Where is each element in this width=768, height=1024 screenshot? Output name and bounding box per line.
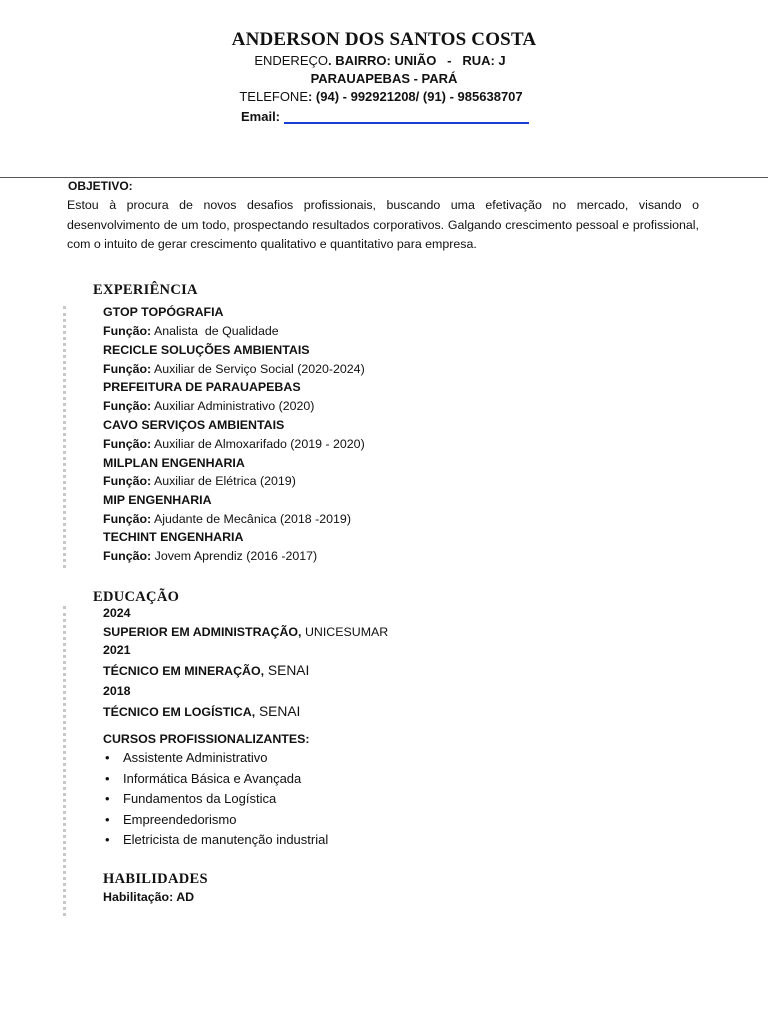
courses-label: CURSOS PROFISSIONALIZANTES: <box>103 732 310 746</box>
address-value: . BAIRRO: UNIÃO - RUA: J <box>328 53 506 68</box>
role-label: Função: <box>103 437 152 451</box>
bullet-icon: • <box>105 750 110 765</box>
education-year: 2021 <box>103 643 131 657</box>
bullet-icon: • <box>105 791 110 806</box>
education-title: EDUCAÇÃO <box>93 589 180 605</box>
bullet-icon: • <box>105 770 110 786</box>
experience-title: EXPERIÊNCIA <box>93 282 198 298</box>
experience-role <box>103 399 314 413</box>
course-school: SENAI <box>264 663 310 678</box>
bullet-icon: • <box>105 811 110 827</box>
role-value: Ajudante de Mecânica (2018 -2019) <box>151 512 351 526</box>
experience-role <box>103 549 317 563</box>
phone-value: : (94) - 992921208/ (91) - 985638707 <box>307 89 523 104</box>
experience-company: RECICLE SOLUÇÕES AMBIENTAIS <box>103 343 310 357</box>
education-course <box>103 625 388 639</box>
experience-role <box>103 512 351 526</box>
role-value: Jovem Aprendiz (2016 -2017) <box>151 549 318 563</box>
role-value: Auxiliar de Elétrica (2019) <box>151 474 296 488</box>
experience-role <box>103 474 296 488</box>
city-line: PARAUAPEBAS - PARÁ <box>310 71 458 86</box>
course-item: Informática Básica e Avançada <box>123 770 302 786</box>
address-line <box>0 53 764 68</box>
experience-company: MILPLAN ENGENHARIA <box>103 456 245 470</box>
header-separator <box>0 177 768 178</box>
role-label: Função: <box>103 512 152 526</box>
experience-company: GTOP TOPÓGRAFIA <box>103 305 224 319</box>
list-item <box>103 748 328 769</box>
experience-company: TECHINT ENGENHARIA <box>103 530 244 544</box>
email-label: Email: <box>241 109 281 124</box>
list-item <box>103 769 328 790</box>
course-item: Eletricista de manutenção industrial <box>123 832 329 847</box>
phone-prefix: TELEFONE <box>239 89 308 104</box>
education-course <box>103 704 300 719</box>
experience-role <box>103 324 279 338</box>
list-item <box>103 810 328 831</box>
role-label: Função: <box>103 362 152 376</box>
course-item: Assistente Administrativo <box>123 750 268 765</box>
role-value: Auxiliar de Almoxarifado (2019 - 2020) <box>151 437 365 451</box>
role-label: Função: <box>103 549 152 563</box>
bullet-icon: • <box>105 832 110 847</box>
experience-role <box>103 362 365 376</box>
course-name: TÉCNICO EM LOGÍSTICA, <box>103 705 256 719</box>
skills-text: Habilitação: AD <box>103 890 195 904</box>
phone-line <box>0 89 765 104</box>
experience-bar <box>63 306 66 568</box>
role-label: Função: <box>103 399 152 413</box>
education-course <box>103 663 309 678</box>
role-value: Auxiliar Administrativo (2020) <box>151 399 315 413</box>
course-name: SUPERIOR EM ADMINISTRAÇÃO, <box>103 625 302 639</box>
objective-label: OBJETIVO: <box>68 179 133 193</box>
candidate-name: ANDERSON DOS SANTOS COSTA <box>231 29 537 50</box>
experience-company: CAVO SERVIÇOS AMBIENTAIS <box>103 418 285 432</box>
course-name: TÉCNICO EM MINERAÇÃO, <box>103 664 265 678</box>
experience-company: MIP ENGENHARIA <box>103 493 212 507</box>
course-school: SENAI <box>255 704 301 719</box>
role-value: Analista de Qualidade <box>151 324 279 338</box>
objective-text: Estou à procura de novos desafios profissionais, buscando uma efetivação no mercado, visando o desenvolvimento de um todo, prospectando resultados corporativos. Galgando crescimento pessoal e profissional, com o intuito de gerar crescimento qualitativo e quantitativo para empresa. <box>67 198 699 251</box>
role-label: Função: <box>103 324 152 338</box>
education-year: 2018 <box>103 684 131 698</box>
list-item <box>103 789 328 810</box>
role-value: Auxiliar de Serviço Social (2020-2024) <box>151 362 365 376</box>
course-school: UNICESUMAR <box>301 625 389 639</box>
experience-role <box>103 437 365 451</box>
email-link[interactable] <box>284 110 529 124</box>
course-item: Fundamentos da Logística <box>123 791 277 806</box>
course-item: Empreendedorismo <box>123 811 237 827</box>
experience-company: PREFEITURA DE PARAUAPEBAS <box>103 380 301 394</box>
email-row <box>241 109 529 124</box>
address-prefix: ENDEREÇO <box>254 53 328 68</box>
role-label: Função: <box>103 474 152 488</box>
skills-title: HABILIDADES <box>103 871 208 887</box>
courses-list <box>103 748 328 851</box>
education-year: 2024 <box>103 606 131 620</box>
list-item <box>103 830 328 851</box>
education-bar <box>63 606 66 916</box>
